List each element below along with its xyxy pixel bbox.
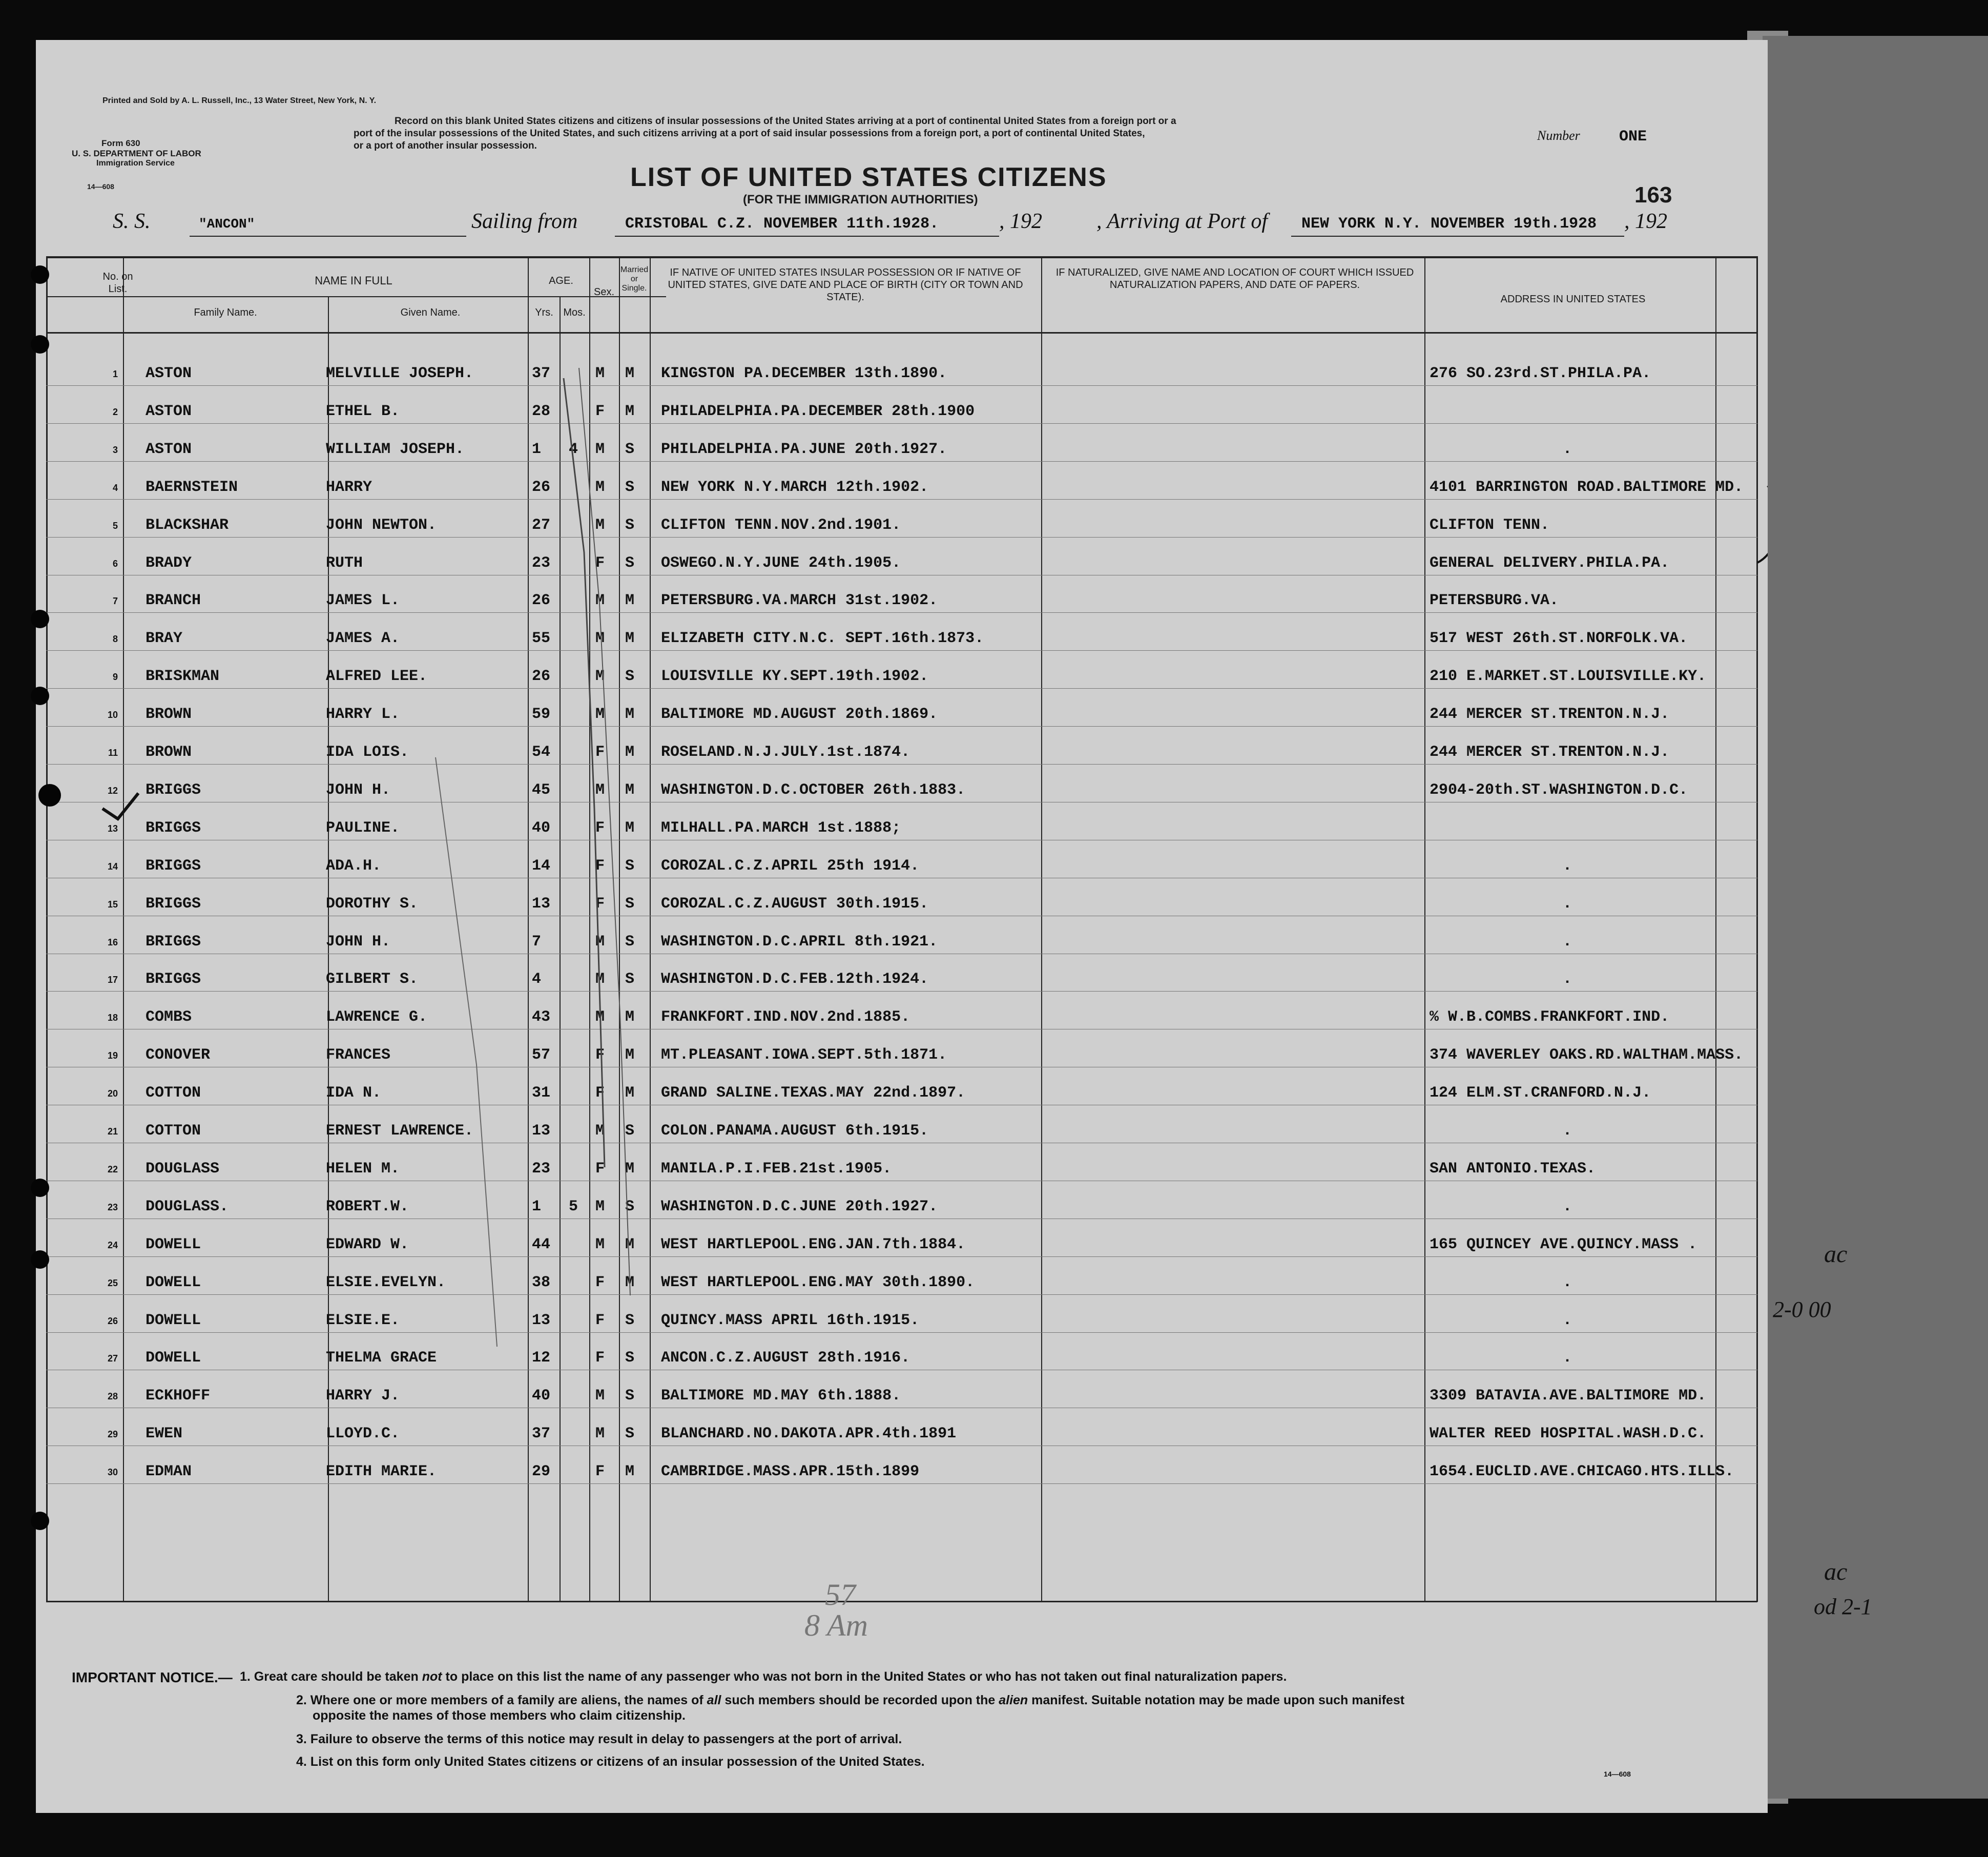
cell-sex: M [595,592,605,609]
cell-sex: F [595,744,605,761]
cell-mos: 4 [569,441,578,458]
sailing-value: CRISTOBAL C.Z. NOVEMBER 11th.1928. [625,215,939,233]
cell-family: ASTON [146,403,192,420]
cell-sex: F [595,1084,605,1102]
cell-ms: M [625,1463,635,1480]
year-label-1: , 192 [999,210,1042,233]
cell-no: 12 [107,786,118,796]
cell-family: BRAY [146,630,183,647]
cell-birth: COLON.PANAMA.AUGUST 6th.1915. [661,1122,929,1140]
cell-sex: M [595,933,605,951]
cell-yrs: 23 [532,554,551,572]
number-label: Number [1537,128,1580,143]
cell-family: BRIGGS [146,781,201,799]
cell-given: HARRY J. [326,1387,400,1405]
cell-given: THELMA GRACE [326,1349,437,1367]
cell-ms: S [625,933,635,951]
col-header-married: Married or Single. [620,265,649,293]
notice-item-4: 4. List on this form only United States citizens or citizens of an insular possession of the United States. [296,1755,925,1769]
cell-yrs: 26 [532,668,551,685]
cell-ms: M [625,819,635,837]
cell-given: JOHN NEWTON. [326,517,437,534]
cell-birth: MT.PLEASANT.IOWA.SEPT.5th.1871. [661,1046,947,1064]
cell-address: 276 SO.23rd.ST.PHILA.PA. [1430,365,1651,382]
cell-address: 4101 BARRINGTON ROAD.BALTIMORE MD. [1430,479,1744,496]
cell-family: CONOVER [146,1046,211,1064]
cell-yrs: 23 [532,1160,551,1178]
cell-address: GENERAL DELIVERY.PHILA.PA. [1430,554,1670,572]
cell-birth: COROZAL.C.Z.AUGUST 30th.1915. [661,895,929,913]
cell-yrs: 1 [532,1198,542,1215]
cell-address: SAN ANTONIO.TEXAS. [1430,1160,1596,1178]
cell-yrs: 26 [532,592,551,609]
cell-ms: M [625,1008,635,1026]
service-label: Immigration Service [96,159,175,168]
cell-yrs: 4 [532,971,542,988]
cell-no: 7 [112,596,118,606]
cell-ms: M [625,403,635,420]
cell-address: 244 MERCER ST.TRENTON.N.J. [1430,706,1670,723]
cell-yrs: 45 [532,781,551,799]
col-header-birth: IF NATIVE OF UNITED STATES INSULAR POSSESSION OR IF NATIVE OF UNITED STATES, GIVE DATE AND PLACE OF BIRTH (CITY OR TOWN AND STATE). [668,267,1023,303]
cell-sex: M [595,365,605,382]
cell-ms: S [625,441,635,458]
cell-given: FRANCES [326,1046,391,1064]
cell-ms: S [625,971,635,988]
cell-ms: M [625,630,635,647]
cell-address: . [1563,1274,1572,1291]
cell-ms: M [625,744,635,761]
cell-birth: WASHINGTON.D.C.APRIL 8th.1921. [661,933,938,951]
cell-address: 3309 BATAVIA.AVE.BALTIMORE MD. [1430,1387,1707,1405]
margin-note-4: od 2-1 [1814,1594,1872,1619]
cell-address: 244 MERCER ST.TRENTON.N.J. [1430,744,1670,761]
cell-family: DOUGLASS [146,1160,220,1178]
col-header-naturalized: IF NATURALIZED, GIVE NAME AND LOCATION OF COURT WHICH ISSUED NATURALIZATION PAPERS, AND DATE OF PAPERS. [1055,267,1414,291]
pencil-note-2: 8 Am [804,1608,868,1642]
cell-family: EWEN [146,1425,183,1442]
cell-address: . [1563,933,1572,951]
cell-address: . [1563,441,1572,458]
cell-no: 21 [107,1126,118,1137]
cell-given: HARRY L. [326,706,400,723]
cell-yrs: 55 [532,630,551,647]
cell-yrs: 27 [532,517,551,534]
cell-birth: NEW YORK N.Y.MARCH 12th.1902. [661,479,929,496]
cell-family: DOUGLASS. [146,1198,229,1215]
cell-sex: F [595,1160,605,1178]
cell-no: 15 [107,899,118,910]
notice-item-2-emphasis-2: alien [999,1693,1028,1707]
cell-birth: PETERSBURG.VA.MARCH 31st.1902. [661,592,938,609]
cell-given: RUTH [326,554,363,572]
cell-sex: M [595,479,605,496]
cell-given: JAMES L. [326,592,400,609]
margin-note-2: 2-0 00 [1773,1297,1831,1322]
cell-no: 27 [107,1353,118,1364]
cell-given: EDWARD W. [326,1236,409,1253]
cell-sex: F [595,857,605,875]
cell-yrs: 26 [532,479,551,496]
cell-family: BAERNSTEIN [146,479,238,496]
cell-family: DOWELL [146,1312,201,1329]
cell-family: EDMAN [146,1463,192,1480]
cell-no: 24 [107,1240,118,1250]
cell-sex: M [595,706,605,723]
cell-no: 19 [107,1050,118,1061]
cell-ms: M [625,781,635,799]
cell-address: . [1563,971,1572,988]
cell-address: 517 WEST 26th.ST.NORFOLK.VA. [1430,630,1688,647]
cell-family: BRADY [146,554,192,572]
cell-ms: S [625,1349,635,1367]
cell-given: ERNEST LAWRENCE. [326,1122,474,1140]
cell-no: 23 [107,1202,118,1212]
cell-family: BRIGGS [146,933,201,951]
cell-family: ECKHOFF [146,1387,211,1405]
cell-sex: M [595,441,605,458]
cell-birth: WEST HARTLEPOOL.ENG.JAN.7th.1884. [661,1236,966,1253]
cell-family: BRISKMAN [146,668,220,685]
cell-birth: FRANKFORT.IND.NOV.2nd.1885. [661,1008,910,1026]
cell-sex: M [595,1236,605,1253]
notice-item-1-text-b: to place on this list the name of any passenger who was not born in the United States or who has not taken out final naturalization papers. [442,1669,1287,1684]
cell-family: BLACKSHAR [146,517,229,534]
cell-sex: M [595,668,605,685]
cell-no: 6 [112,559,118,569]
cell-sex: M [595,1198,605,1215]
cell-sex: F [595,1312,605,1329]
cell-birth: CLIFTON TENN.NOV.2nd.1901. [661,517,901,534]
col-header-sex: Sex. [593,286,615,298]
cell-ms: S [625,1387,635,1405]
col-header-given: Given Name. [400,307,461,318]
cell-given: ETHEL B. [326,403,400,420]
cell-sex: F [595,895,605,913]
cell-no: 5 [112,521,118,531]
cell-yrs: 40 [532,819,551,837]
cell-birth: BALTIMORE MD.MAY 6th.1888. [661,1387,901,1405]
cell-yrs: 37 [532,365,551,382]
margin-note-3: ac [1824,1558,1848,1585]
cell-given: DOROTHY S. [326,895,419,913]
notice-item-3: 3. Failure to observe the terms of this notice may result in delay to passengers at the port of arrival. [296,1732,902,1746]
handwritten-marks [36,40,1768,1813]
manifest-sheet [36,40,1768,1813]
cell-ms: S [625,1312,635,1329]
cell-no: 18 [107,1013,118,1023]
cell-sex: F [595,1349,605,1367]
cell-birth: PHILADELPHIA.PA.DECEMBER 28th.1900 [661,403,975,420]
cell-ms: M [625,1274,635,1291]
col-header-name-in-full: NAME IN FULL [315,274,392,287]
notice-item-2 [296,1693,1404,1708]
cell-birth: ROSELAND.N.J.JULY.1st.1874. [661,744,910,761]
cell-family: BRIGGS [146,857,201,875]
cell-given: LAWRENCE G. [326,1008,428,1026]
cell-given: IDA N. [326,1084,382,1102]
cell-yrs: 54 [532,744,551,761]
adjacent-page-edge [1763,36,1988,1799]
cell-yrs: 44 [532,1236,551,1253]
cell-birth: BLANCHARD.NO.DAKOTA.APR.4th.1891 [661,1425,957,1442]
col-header-address: ADDRESS IN UNITED STATES [1500,294,1646,305]
cell-given: ADA.H. [326,857,382,875]
notice-item-2-text-a: 2. Where one or more members of a family are aliens, the names of [296,1693,707,1707]
cell-yrs: 57 [532,1046,551,1064]
col-header-mos: Mos. [563,307,586,318]
cell-yrs: 43 [532,1008,551,1026]
cell-address: . [1563,1198,1572,1215]
department-label: U. S. DEPARTMENT OF LABOR [72,149,201,158]
cell-family: BRIGGS [146,971,201,988]
cell-birth: MANILA.P.I.FEB.21st.1905. [661,1160,892,1178]
cell-birth: OSWEGO.N.Y.JUNE 24th.1905. [661,554,901,572]
cell-given: ROBERT.W. [326,1198,409,1215]
cell-given: HARRY [326,479,372,496]
cell-given: ELSIE.E. [326,1312,400,1329]
sailing-label: Sailing from [471,210,578,233]
cell-ms: S [625,554,635,572]
cell-family: DOWELL [146,1274,201,1291]
cell-given: HELEN M. [326,1160,400,1178]
cell-address: . [1563,1122,1572,1140]
cell-given: ELSIE.EVELYN. [326,1274,446,1291]
page-title: LIST OF UNITED STATES CITIZENS [630,162,1107,192]
page-number: 163 [1634,182,1672,208]
ship-name: "ANCON" [199,216,255,232]
cell-address: . [1563,1349,1572,1367]
cell-birth: PHILADELPHIA.PA.JUNE 20th.1927. [661,441,947,458]
cell-address: 1654.EUCLID.AVE.CHICAGO.HTS.ILLS. [1430,1463,1734,1480]
cell-sex: M [595,971,605,988]
cell-birth: ANCON.C.Z.AUGUST 28th.1916. [661,1349,910,1367]
ss-label: S. S. [113,210,151,233]
notice-item-1 [240,1669,1287,1684]
cell-birth: WEST HARTLEPOOL.ENG.MAY 30th.1890. [661,1274,975,1291]
cell-birth: ELIZABETH CITY.N.C. SEPT.16th.1873. [661,630,984,647]
cell-family: ASTON [146,441,192,458]
cell-given: PAULINE. [326,819,400,837]
cell-sex: F [595,403,605,420]
cell-ms: M [625,1160,635,1178]
pencil-note-1: 57 [825,1578,856,1612]
cell-ms: S [625,1425,635,1442]
cell-address: 210 E.MARKET.ST.LOUISVILLE.KY. [1430,668,1707,685]
cell-family: COMBS [146,1008,192,1026]
col-header-yrs: Yrs. [535,307,553,318]
cell-family: BROWN [146,706,192,723]
cell-address: 124 ELM.ST.CRANFORD.N.J. [1430,1084,1651,1102]
cell-birth: WASHINGTON.D.C.JUNE 20th.1927. [661,1198,938,1215]
notice-item-2-cont: opposite the names of those members who claim citizenship. [313,1708,686,1723]
cell-yrs: 14 [532,857,551,875]
cell-given: JAMES A. [326,630,400,647]
cell-sex: M [595,1387,605,1405]
cell-given: ALFRED LEE. [326,668,428,685]
cell-birth: MILHALL.PA.MARCH 1st.1888; [661,819,901,837]
cell-birth: GRAND SALINE.TEXAS.MAY 22nd.1897. [661,1084,966,1102]
cell-family: DOWELL [146,1236,201,1253]
cell-yrs: 28 [532,403,551,420]
cell-sex: F [595,819,605,837]
cell-address: % W.B.COMBS.FRANKFORT.IND. [1430,1008,1670,1026]
cell-yrs: 13 [532,1122,551,1140]
cell-ms: M [625,592,635,609]
cell-yrs: 59 [532,706,551,723]
cell-no: 14 [107,861,118,872]
cell-ms: M [625,365,635,382]
cell-no: 3 [112,445,118,455]
cell-address: 374 WAVERLEY OAKS.RD.WALTHAM.MASS. [1430,1046,1744,1064]
cell-no: 11 [108,748,118,758]
cell-no: 4 [112,483,118,493]
cell-address: . [1563,857,1572,875]
cell-birth: BALTIMORE MD.AUGUST 20th.1869. [661,706,938,723]
cell-no: 25 [107,1278,118,1288]
col-header-family: Family Name. [194,307,257,318]
year-label-2: , 192 [1624,210,1667,233]
cell-sex: F [595,1463,605,1480]
cell-family: ASTON [146,365,192,382]
number-value: ONE [1619,128,1647,146]
cell-no: 22 [107,1164,118,1174]
form-number: Form 630 [101,138,140,148]
cell-sex: M [595,1425,605,1442]
cell-birth: COROZAL.C.Z.APRIL 25th 1914. [661,857,920,875]
cell-sex: M [595,1122,605,1140]
notice-title: IMPORTANT NOTICE.— [72,1669,233,1685]
cell-sex: M [595,630,605,647]
notice-item-2-emphasis: all [707,1693,721,1707]
cell-address: PETERSBURG.VA. [1430,592,1559,609]
cell-sex: M [595,1008,605,1026]
cell-address: . [1563,1312,1572,1329]
cell-family: COTTON [146,1122,201,1140]
cell-family: BRIGGS [146,819,201,837]
cell-given: EDITH MARIE. [326,1463,437,1480]
form-code: 14—608 [87,182,114,191]
instructions-line-1: Record on this blank United States citizens and citizens of insular possessions of the United States arriving at a port of continental United States from a foreign port or a [395,116,1176,127]
cell-given: WILLIAM JOSEPH. [326,441,465,458]
cell-given: GILBERT S. [326,971,419,988]
cell-yrs: 37 [532,1425,551,1442]
cell-ms: S [625,479,635,496]
cell-no: 13 [107,823,118,834]
cell-birth: CAMBRIDGE.MASS.APR.15th.1899 [661,1463,920,1480]
cell-address: WALTER REED HOSPITAL.WASH.D.C. [1430,1425,1707,1442]
cell-yrs: 38 [532,1274,551,1291]
cell-yrs: 13 [532,1312,551,1329]
arriving-label: , Arriving at Port of [1096,210,1268,233]
cell-address: 165 QUINCEY AVE.QUINCY.MASS . [1430,1236,1697,1253]
cell-no: 26 [107,1316,118,1326]
cell-ms: S [625,1122,635,1140]
cell-no: 1 [112,369,118,379]
cell-no: 28 [107,1391,118,1401]
cell-yrs: 40 [532,1387,551,1405]
cell-no: 20 [107,1088,118,1099]
cell-yrs: 29 [532,1463,551,1480]
cell-family: BRANCH [146,592,201,609]
instructions-line-3: or a port of another insular possession. [354,140,537,151]
cell-ms: M [625,706,635,723]
cell-birth: QUINCY.MASS APRIL 16th.1915. [661,1312,920,1329]
cell-birth: WASHINGTON.D.C.FEB.12th.1924. [661,971,929,988]
cell-no: 16 [107,937,118,947]
cell-ms: M [625,1046,635,1064]
cell-no: 10 [107,710,118,720]
cell-no: 2 [112,407,118,417]
cell-given: IDA LOIS. [326,744,409,761]
cell-no: 9 [112,672,118,682]
cell-given: JOHN H. [326,781,391,799]
cell-given: JOHN H. [326,933,391,951]
cell-ms: S [625,857,635,875]
cell-birth: LOUISVILLE KY.SEPT.19th.1902. [661,668,929,685]
instructions-line-2: port of the insular possessions of the United States, and such citizens arriving at a port of said insular possessions from a foreign port, a port of continental United States, [354,128,1145,139]
cell-sex: M [595,517,605,534]
cell-sex: F [595,554,605,572]
col-header-no: No. on List. [102,271,133,295]
cell-given: MELVILLE JOSEPH. [326,365,474,382]
cell-sex: F [595,1274,605,1291]
margin-note-1: ac [1824,1241,1848,1268]
printer-line: Printed and Sold by A. L. Russell, Inc., 13 Water Street, New York, N. Y. [102,96,377,105]
cell-no: 17 [107,975,118,985]
notice-item-2-text-b: such members should be recorded upon the [721,1693,999,1707]
cell-ms: M [625,1236,635,1253]
notice-item-1-text-a: 1. Great care should be taken [240,1669,422,1684]
page-subtitle: (FOR THE IMMIGRATION AUTHORITIES) [743,193,978,207]
cell-family: BROWN [146,744,192,761]
cell-yrs: 31 [532,1084,551,1102]
notice-item-2-text-c: manifest. Suitable notation may be made upon such manifest [1028,1693,1405,1707]
cell-no: 30 [107,1467,118,1477]
cell-family: COTTON [146,1084,201,1102]
cell-birth: WASHINGTON.D.C.OCTOBER 26th.1883. [661,781,966,799]
cell-mos: 5 [569,1198,578,1215]
col-header-age: AGE. [549,275,573,286]
arriving-value: NEW YORK N.Y. NOVEMBER 19th.1928 [1301,215,1597,233]
cell-ms: S [625,668,635,685]
cell-yrs: 13 [532,895,551,913]
cell-yrs: 1 [532,441,542,458]
cell-given: LLOYD.C. [326,1425,400,1442]
cell-ms: S [625,517,635,534]
cell-yrs: 7 [532,933,542,951]
cell-address: CLIFTON TENN. [1430,517,1550,534]
footer-form-code: 14—608 [1604,1770,1631,1778]
cell-no: 8 [112,634,118,644]
cell-sex: F [595,1046,605,1064]
cell-no: 29 [107,1429,118,1439]
notice-item-1-emphasis: not [422,1669,442,1684]
cell-birth: KINGSTON PA.DECEMBER 13th.1890. [661,365,947,382]
cell-ms: M [625,1084,635,1102]
cell-ms: S [625,1198,635,1215]
cell-sex: M [595,781,605,799]
cell-ms: S [625,895,635,913]
cell-yrs: 12 [532,1349,551,1367]
cell-address: . [1563,895,1572,913]
cell-family: BRIGGS [146,895,201,913]
cell-address: 2904-20th.ST.WASHINGTON.D.C. [1430,781,1688,799]
cell-family: DOWELL [146,1349,201,1367]
